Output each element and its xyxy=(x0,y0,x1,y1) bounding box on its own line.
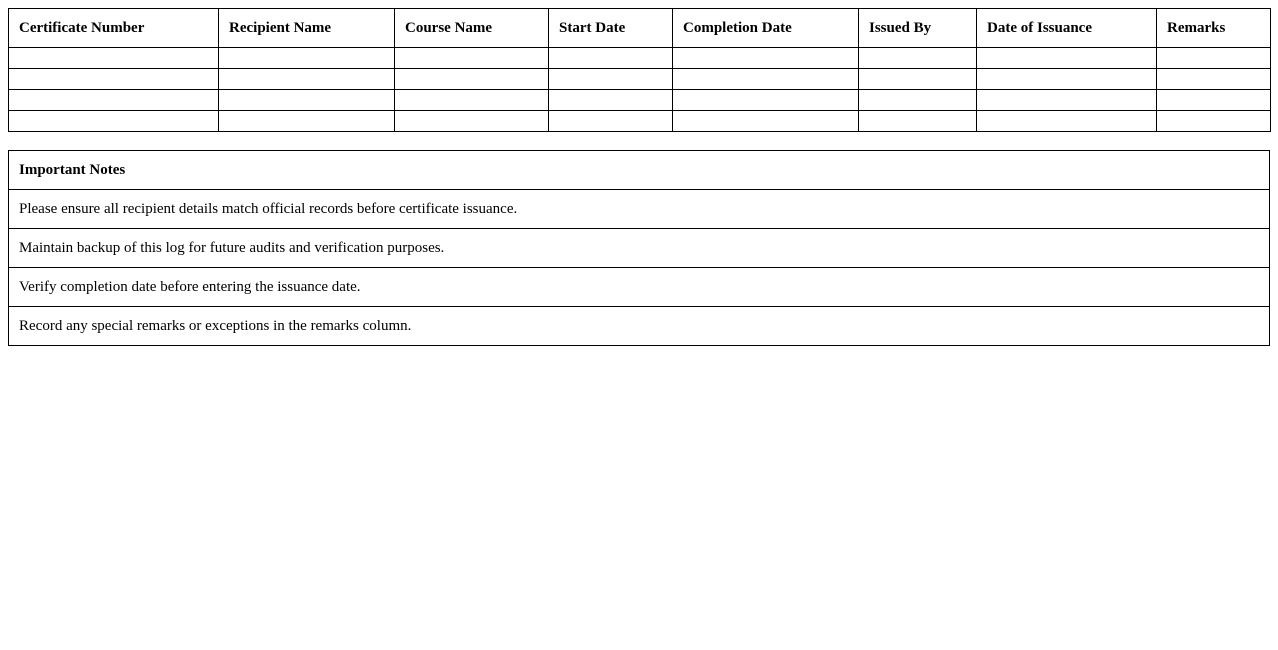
table-cell[interactable] xyxy=(9,111,219,132)
column-header-certificate-number: Certificate Number xyxy=(9,9,219,48)
table-cell[interactable] xyxy=(549,48,673,69)
table-cell[interactable] xyxy=(219,90,395,111)
table-cell[interactable] xyxy=(977,111,1157,132)
table-header-row xyxy=(9,9,1271,48)
table-cell[interactable] xyxy=(219,69,395,90)
table-cell[interactable] xyxy=(673,48,859,69)
certificate-log-table xyxy=(8,8,1271,132)
notes-header-row xyxy=(9,151,1270,190)
table-cell[interactable] xyxy=(549,69,673,90)
table-cell[interactable] xyxy=(859,111,977,132)
table-cell[interactable] xyxy=(219,111,395,132)
table-cell[interactable] xyxy=(395,90,549,111)
column-header-issued-by: Issued By xyxy=(859,9,977,48)
table-cell[interactable] xyxy=(395,48,549,69)
table-cell[interactable] xyxy=(9,48,219,69)
note-row xyxy=(9,307,1270,346)
note-text: Please ensure all recipient details match official records before certificate issuance. xyxy=(9,190,1270,229)
table-cell[interactable] xyxy=(9,90,219,111)
note-text: Maintain backup of this log for future audits and verification purposes. xyxy=(9,229,1270,268)
column-header-remarks: Remarks xyxy=(1157,9,1271,48)
table-cell[interactable] xyxy=(1157,69,1271,90)
table-cell[interactable] xyxy=(395,111,549,132)
table-cell[interactable] xyxy=(549,90,673,111)
column-header-completion-date: Completion Date xyxy=(673,9,859,48)
table-row xyxy=(9,111,1271,132)
table-cell[interactable] xyxy=(859,90,977,111)
column-header-start-date: Start Date xyxy=(549,9,673,48)
note-row xyxy=(9,268,1270,307)
table-cell[interactable] xyxy=(219,48,395,69)
column-header-recipient-name: Recipient Name xyxy=(219,9,395,48)
table-cell[interactable] xyxy=(1157,111,1271,132)
table-cell[interactable] xyxy=(549,111,673,132)
table-cell[interactable] xyxy=(395,69,549,90)
table-cell[interactable] xyxy=(1157,90,1271,111)
column-header-date-of-issuance: Date of Issuance xyxy=(977,9,1157,48)
table-cell[interactable] xyxy=(859,69,977,90)
note-row xyxy=(9,190,1270,229)
table-cell[interactable] xyxy=(977,69,1157,90)
note-row xyxy=(9,229,1270,268)
table-cell[interactable] xyxy=(673,69,859,90)
table-row xyxy=(9,90,1271,111)
table-cell[interactable] xyxy=(977,90,1157,111)
table-row xyxy=(9,48,1271,69)
table-cell[interactable] xyxy=(1157,48,1271,69)
notes-title: Important Notes xyxy=(9,151,1270,190)
table-row xyxy=(9,69,1271,90)
table-cell[interactable] xyxy=(859,48,977,69)
column-header-course-name: Course Name xyxy=(395,9,549,48)
note-text: Verify completion date before entering the issuance date. xyxy=(9,268,1270,307)
table-cell[interactable] xyxy=(9,69,219,90)
table-cell[interactable] xyxy=(673,90,859,111)
important-notes-table xyxy=(8,150,1270,346)
table-cell[interactable] xyxy=(673,111,859,132)
note-text: Record any special remarks or exceptions in the remarks column. xyxy=(9,307,1270,346)
table-cell[interactable] xyxy=(977,48,1157,69)
